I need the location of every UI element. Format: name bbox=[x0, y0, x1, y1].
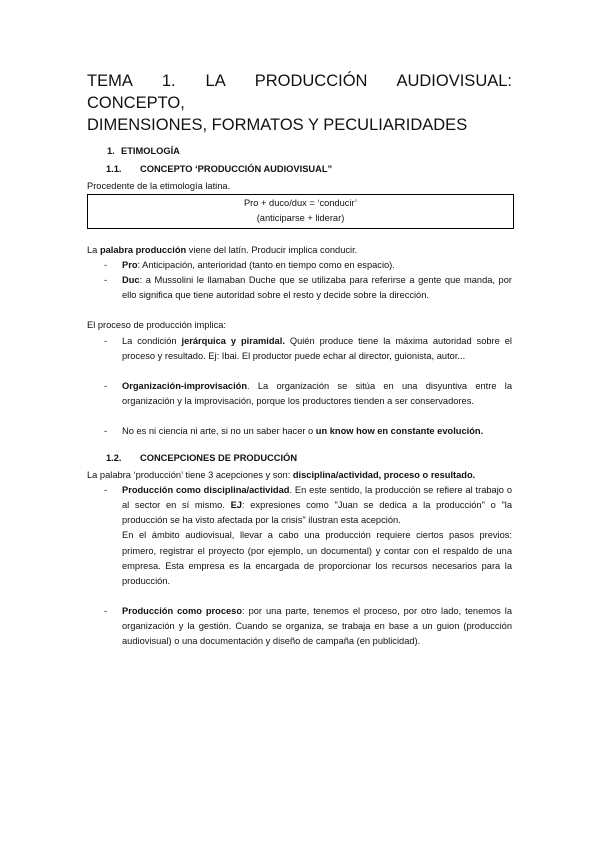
paragraph-acepciones: La palabra ‘producción’ tiene 3 acepciones y son: disciplina/actividad, proceso o resultado. bbox=[87, 470, 476, 481]
heading-etimologia: 1. ETIMOLOGÍA bbox=[107, 146, 180, 156]
etymology-box bbox=[87, 194, 514, 229]
intro-text: Procedente de la etimología latina. bbox=[87, 181, 231, 191]
etymology-line-1: Pro + duco/dux = ‘conducir’ bbox=[243, 198, 357, 209]
heading-concepto: 1.1. CONCEPTO ‘PRODUCCIÓN AUDIOVISUAL” bbox=[106, 164, 333, 174]
list-item: - La condición jerárquica y piramidal. Quién produce tiene la máxima autoridad sobre el proceso y resultado. Ej: Ibai. El productor puede echar al director, guionista, autor... bbox=[104, 335, 512, 361]
page-title bbox=[87, 70, 512, 136]
heading-concepciones: 1.2. CONCEPCIONES DE PRODUCCIÓN bbox=[106, 453, 298, 464]
list-item: - No es ni ciencia ni arte, si no un saber hacer o un know how en constante evolución. bbox=[104, 425, 484, 436]
list-item: - Duc: a Mussolini le llamaban Duche que se utilizaba para referirse a gente que manda, por ello significa que tiene autoridad sobre el resto y decide sobre la dirección. bbox=[104, 275, 512, 301]
title-line-2: DIMENSIONES, FORMATOS Y PECULIARIDADES bbox=[87, 116, 468, 134]
list-item: - Pro: Anticipación, anterioridad (tanto en tiempo como en espacio). bbox=[104, 260, 395, 271]
list-item: - Producción como disciplina/actividad. En este sentido, la producción se refiere al trabajo o al sector en sí mismo. EJ: expresiones como "Juan se dedica a la producción" o "la producción se ha visto afectada por la crisis" ilustran esta acepción. En el ámbito audiovisual, llevar a cabo una producción requiere ciertos pasos previos: primero, registrar el proyecto (por ejemplo, un documental) y contar con el respaldo de una empresa. Esta empresa es la encargada de proporcionar los recursos necesarios para la producción. bbox=[87, 483, 512, 589]
list-item-paragraph: En el ámbito audiovisual, llevar a cabo una producción requiere ciertos pasos previos: primero, registrar el proyecto (por ejemplo, un documental) y contar con el respaldo de una empresa. Esta empresa es la encargada de proporcionar los recursos necesarios para la producción. bbox=[122, 530, 512, 586]
list-item: - Organización-improvisación. La organización se sitúa en una disyuntiva entre la organización y la improvisación, porque los productores tienden a ser conservadores. bbox=[104, 380, 512, 406]
list-item: - Producción como proceso: por una parte, tenemos el proceso, por otro lado, tenemos la organización y la gestión. Cuando se organiza, se trabaja en base a un guion (producción audiovisual) o una documentación y diseño de campaña (en publicidad). bbox=[104, 605, 513, 646]
etymology-line-2: (anticiparse + liderar) bbox=[256, 213, 345, 224]
title-line-1: TEMA 1. LA PRODUCCIÓN AUDIOVISUAL: CONCEPTO, bbox=[87, 72, 512, 112]
paragraph-produccion: La palabra producción viene del latín. Producir implica conducir. bbox=[87, 245, 358, 256]
paragraph-proceso: El proceso de producción implica: bbox=[87, 320, 227, 331]
